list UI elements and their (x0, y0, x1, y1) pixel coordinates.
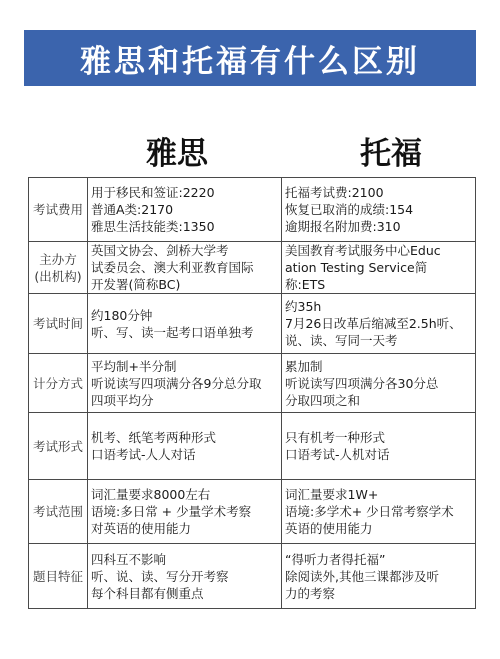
ielts-cell (88, 178, 282, 242)
row-label (29, 354, 88, 413)
ielts-cell (88, 544, 282, 609)
toefl-cell (282, 413, 476, 480)
toefl-cell (282, 242, 476, 294)
table-row (29, 178, 476, 242)
cell-line: 力的考察 (285, 585, 336, 601)
table-row (29, 544, 476, 609)
cell-line: 托福考试费:2100 (285, 185, 384, 200)
cell-line: 平均制+半分制 (91, 358, 177, 374)
cell-line: 用于移民和签证:2220 (91, 185, 215, 200)
cell-line: 英国文协会、剑桥大学考 (91, 243, 229, 258)
cell-line: 听说读写四项满分各9分总分取 (91, 375, 262, 391)
cell-line: 题目特征 (32, 568, 83, 584)
cell-line: 四项平均分 (91, 392, 154, 408)
cell-line: 主办方 (39, 251, 77, 267)
cell-line: 只有机考一种形式 (285, 430, 386, 445)
ielts-cell (88, 354, 282, 413)
cell-line: 考试费用 (32, 202, 83, 217)
table-row (29, 480, 476, 544)
cell-line: 词汇量要求1W+ (285, 487, 379, 502)
cell-line: 每个科目都有侧重点 (91, 585, 204, 601)
ielts-cell (88, 242, 282, 294)
row-label (29, 242, 88, 294)
toefl-cell (282, 480, 476, 544)
cell-line: 英语的使用能力 (285, 521, 373, 536)
toefl-cell (282, 178, 476, 242)
row-label (29, 294, 88, 354)
cell-line: ation Testing Service简 (285, 260, 428, 275)
row-label (29, 480, 88, 544)
cell-line: 对英语的使用能力 (91, 521, 192, 536)
table-row (29, 413, 476, 480)
page-title: 雅思和托福有什么区别 (80, 43, 420, 80)
cell-line: 试委员会、澳大利亚教育国际 (91, 260, 254, 275)
cell-line: (出机构) (34, 268, 82, 284)
cell-line: 听、说、读、写分开考察 (91, 568, 229, 584)
cell-line: 雅思生活技能类:1350 (91, 219, 215, 234)
cell-line: “得听力者得托福” (285, 551, 386, 567)
cell-line: 恢复已取消的成绩:154 (285, 202, 414, 217)
toefl-header: 托福 (360, 136, 422, 172)
cell-line: 7月26日改革后缩减至2.5h听、 (285, 316, 462, 331)
cell-line: 口语考试-人人对话 (91, 447, 196, 462)
cell-line: 累加制 (285, 358, 323, 374)
ielts-header: 雅思 (146, 136, 208, 172)
cell-line: 机考、纸笔考两种形式 (91, 430, 217, 445)
cell-line: 口语考试-人机对话 (285, 447, 390, 462)
cell-line: 听、写、读一起考口语单独考 (91, 324, 254, 340)
table-row (29, 354, 476, 413)
cell-line: 词汇量要求8000左右 (91, 487, 211, 502)
ielts-cell (88, 480, 282, 544)
cell-line: 考试时间 (32, 316, 83, 331)
ielts-cell (88, 294, 282, 354)
toefl-cell (282, 544, 476, 609)
cell-line: 除阅读外,其他三课都涉及听 (285, 568, 439, 584)
toefl-cell (282, 354, 476, 413)
cell-line: 听说读写四项满分各30分总 (285, 375, 439, 391)
cell-line: 逾期报名附加费:310 (285, 219, 401, 234)
cell-line: 开发署(简称BC) (91, 277, 181, 292)
ielts-cell (88, 413, 282, 480)
cell-line: 约35h (285, 299, 322, 314)
toefl-cell (282, 294, 476, 354)
cell-line: 语境:多学术+ 少日常考察学术 (285, 504, 454, 519)
cell-line: 语境:多日常 + 少量学术考察 (91, 504, 252, 519)
cell-line: 四科互不影响 (91, 551, 167, 567)
cell-line: 分取四项之和 (285, 392, 361, 408)
cell-line: 考试范围 (32, 504, 83, 519)
cell-line: 说、读、写同一天考 (285, 333, 398, 348)
cell-line: 考试形式 (32, 438, 83, 454)
row-label (29, 413, 88, 480)
cell-line: 计分方式 (32, 375, 83, 391)
cell-line: 约180分钟 (91, 307, 153, 323)
column-headers (28, 128, 476, 172)
table-row (29, 294, 476, 354)
cell-line: 美国教育考试服务中心Educ (285, 243, 441, 258)
table-row (29, 242, 476, 294)
row-label (29, 544, 88, 609)
comparison-table (28, 177, 476, 609)
cell-line: 称:ETS (285, 277, 326, 292)
row-label (29, 178, 88, 242)
cell-line: 普通A类:2170 (91, 202, 174, 217)
page-title-banner (24, 30, 476, 86)
